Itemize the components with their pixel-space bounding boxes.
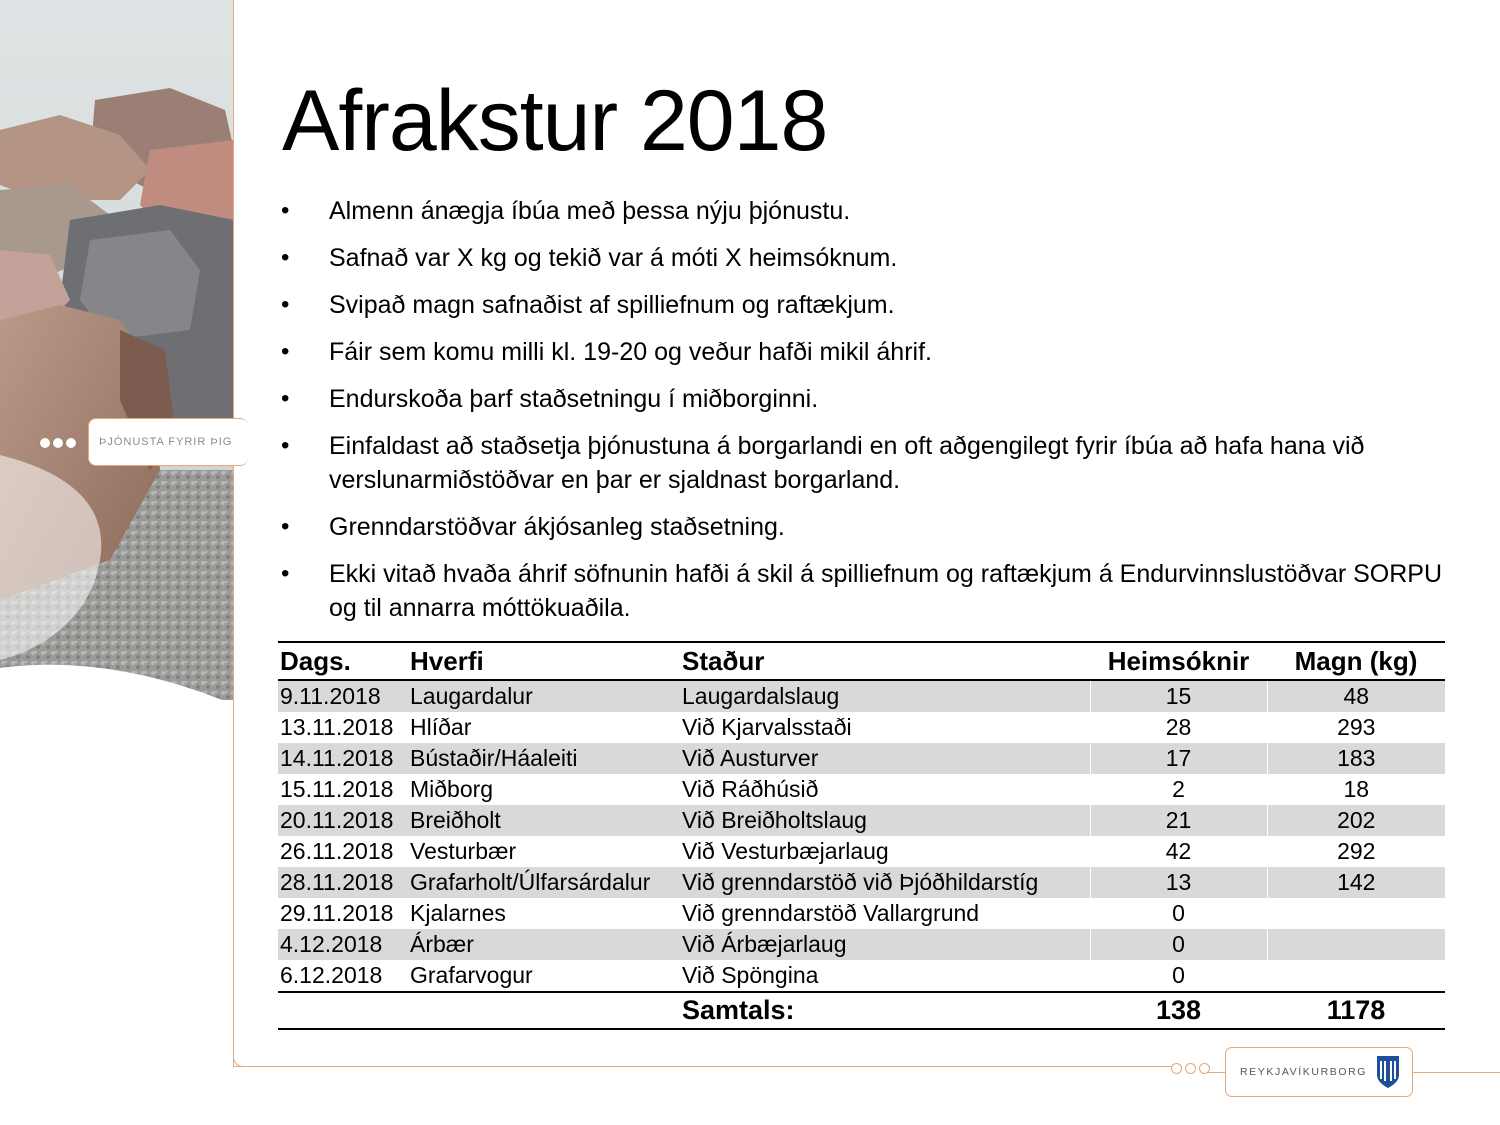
total-label: Samtals:	[680, 992, 1090, 1029]
cell-visits: 28	[1090, 712, 1267, 743]
cell-date: 28.11.2018	[278, 867, 408, 898]
table-row	[278, 960, 1445, 992]
cell-amount: 292	[1267, 836, 1445, 867]
cell-district: Bústaðir/Háaleiti	[408, 743, 680, 774]
tagline-dots	[40, 438, 76, 448]
cell-date: 9.11.2018	[278, 680, 408, 712]
cell-visits: 0	[1090, 960, 1267, 992]
bullet-item: • Safnað var X kg og tekið var á móti X heimsóknum.	[280, 241, 1450, 275]
header-date: Dags.	[278, 642, 408, 680]
page-title: Afrakstur 2018	[282, 73, 828, 169]
logo-text: REYKJAVÍKURBORG	[1240, 1066, 1368, 1078]
cell-district: Laugardalur	[408, 680, 680, 712]
cell-amount: 293	[1267, 712, 1445, 743]
cell-district: Grafarvogur	[410, 962, 533, 988]
table-row	[278, 774, 1445, 805]
reykjavik-logo	[1225, 1047, 1413, 1097]
bullet-list	[280, 194, 1450, 638]
logo-dots	[1171, 1063, 1210, 1074]
left-photo-panel	[0, 0, 234, 1125]
header-district: Hverfi	[408, 642, 680, 680]
cell-amount: 142	[1267, 867, 1445, 898]
dot	[40, 438, 50, 448]
table-row	[278, 712, 1445, 743]
cell-location: Við grenndarstöð við Þjóðhildarstíg	[680, 867, 1090, 898]
cell-visits: 15	[1090, 680, 1267, 712]
cell-amount	[1267, 929, 1445, 960]
bullet-item: • Fáir sem komu milli kl. 19-20 og veður hafði mikil áhrif.	[280, 335, 1450, 369]
header-location: Staður	[680, 642, 1090, 680]
cell-visits: 0	[1090, 929, 1267, 960]
cell-date: 4.12.2018	[278, 929, 408, 960]
dot	[53, 438, 63, 448]
total-empty-cell	[278, 992, 408, 1029]
cell-district: Breiðholt	[408, 805, 680, 836]
table-row	[278, 805, 1445, 836]
header-visits: Heimsóknir	[1090, 642, 1267, 680]
cell-date: 20.11.2018	[278, 805, 408, 836]
cell-location: Við Kjarvalsstaði	[682, 714, 852, 740]
table-body	[278, 680, 1445, 992]
bullet-item: • Grenndarstöðvar ákjósanleg staðsetning.	[280, 510, 1450, 544]
dot	[66, 438, 76, 448]
rocks-photo	[0, 0, 234, 1125]
logo-line	[1207, 1072, 1225, 1073]
table-header-row	[278, 642, 1445, 680]
cell-district: Hlíðar	[410, 714, 472, 740]
cell-amount: 48	[1267, 680, 1445, 712]
table-row	[278, 929, 1445, 960]
cell-district: Grafarholt/Úlfarsárdalur	[408, 867, 680, 898]
table-row	[278, 836, 1445, 867]
cell-district: Kjalarnes	[410, 900, 506, 926]
cell-visits: 42	[1090, 836, 1267, 867]
tagline-box	[88, 418, 248, 466]
cell-visits: 17	[1090, 743, 1267, 774]
cell-visits: 13	[1090, 867, 1267, 898]
cell-date: 29.11.2018	[280, 900, 394, 926]
total-visits: 138	[1090, 992, 1267, 1029]
cell-district: Miðborg	[410, 776, 494, 802]
bullet-item: • Almenn ánægja íbúa með þessa nýju þjónustu.	[280, 194, 1450, 228]
table-row	[278, 867, 1445, 898]
cell-amount	[1267, 898, 1445, 929]
cell-location: Við Ráðhúsið	[682, 776, 819, 802]
cell-amount: 202	[1267, 805, 1445, 836]
table-row	[278, 898, 1445, 929]
cell-date: 26.11.2018	[280, 838, 394, 864]
collection-table	[278, 641, 1445, 1030]
cell-location: Við Austurver	[680, 743, 1090, 774]
shield-icon	[1376, 1055, 1400, 1089]
total-empty-cell	[408, 992, 680, 1029]
cell-date: 13.11.2018	[280, 714, 394, 740]
cell-visits: 0	[1090, 898, 1267, 929]
bullet-item: • Svipað magn safnaðist af spilliefnum og raftækjum.	[280, 288, 1450, 322]
bullet-item: • Endurskoða þarf staðsetningu í miðborginni.	[280, 382, 1450, 416]
logo-line	[1412, 1072, 1500, 1073]
cell-visits: 2	[1090, 774, 1267, 805]
cell-district: Vesturbær	[410, 838, 517, 864]
tagline-text: ÞJÓNUSTA FYRIR ÞIG	[99, 436, 233, 448]
dot	[1185, 1063, 1196, 1074]
cell-location: Við Breiðholtslaug	[680, 805, 1090, 836]
cell-amount: 18	[1267, 774, 1445, 805]
cell-date: 14.11.2018	[278, 743, 408, 774]
bullet-item: • Ekki vitað hvaða áhrif söfnunin hafði á skil á spilliefnum og raftækjum á Endurvinnslustöðvar SORPU og til annarra móttökuaðila.	[280, 557, 1450, 625]
cell-date: 15.11.2018	[280, 776, 394, 802]
cell-location: Laugardalslaug	[680, 680, 1090, 712]
bullet-item: • Einfaldast að staðsetja þjónustuna á borgarlandi en oft aðgengilegt fyrir íbúa að hafa hana við verslunarmiðstöðvar en þar er sjaldnast borgarland.	[280, 429, 1450, 497]
cell-location: Við Árbæjarlaug	[680, 929, 1090, 960]
cell-amount	[1267, 960, 1445, 992]
table-total-row	[278, 992, 1445, 1029]
cell-amount: 183	[1267, 743, 1445, 774]
table-row	[278, 743, 1445, 774]
frame-line-vertical	[233, 0, 234, 1066]
frame-line-horizontal	[233, 1066, 1173, 1067]
header-amount: Magn (kg)	[1267, 642, 1445, 680]
cell-date: 6.12.2018	[280, 962, 383, 988]
cell-district: Árbær	[408, 929, 680, 960]
cell-visits: 21	[1090, 805, 1267, 836]
table-row	[278, 680, 1445, 712]
dot	[1171, 1063, 1182, 1074]
cell-location: Við Vesturbæjarlaug	[682, 838, 889, 864]
total-amount: 1178	[1267, 992, 1445, 1029]
cell-location: Við grenndarstöð Vallargrund	[682, 900, 980, 926]
cell-location: Við Spöngina	[682, 962, 819, 988]
